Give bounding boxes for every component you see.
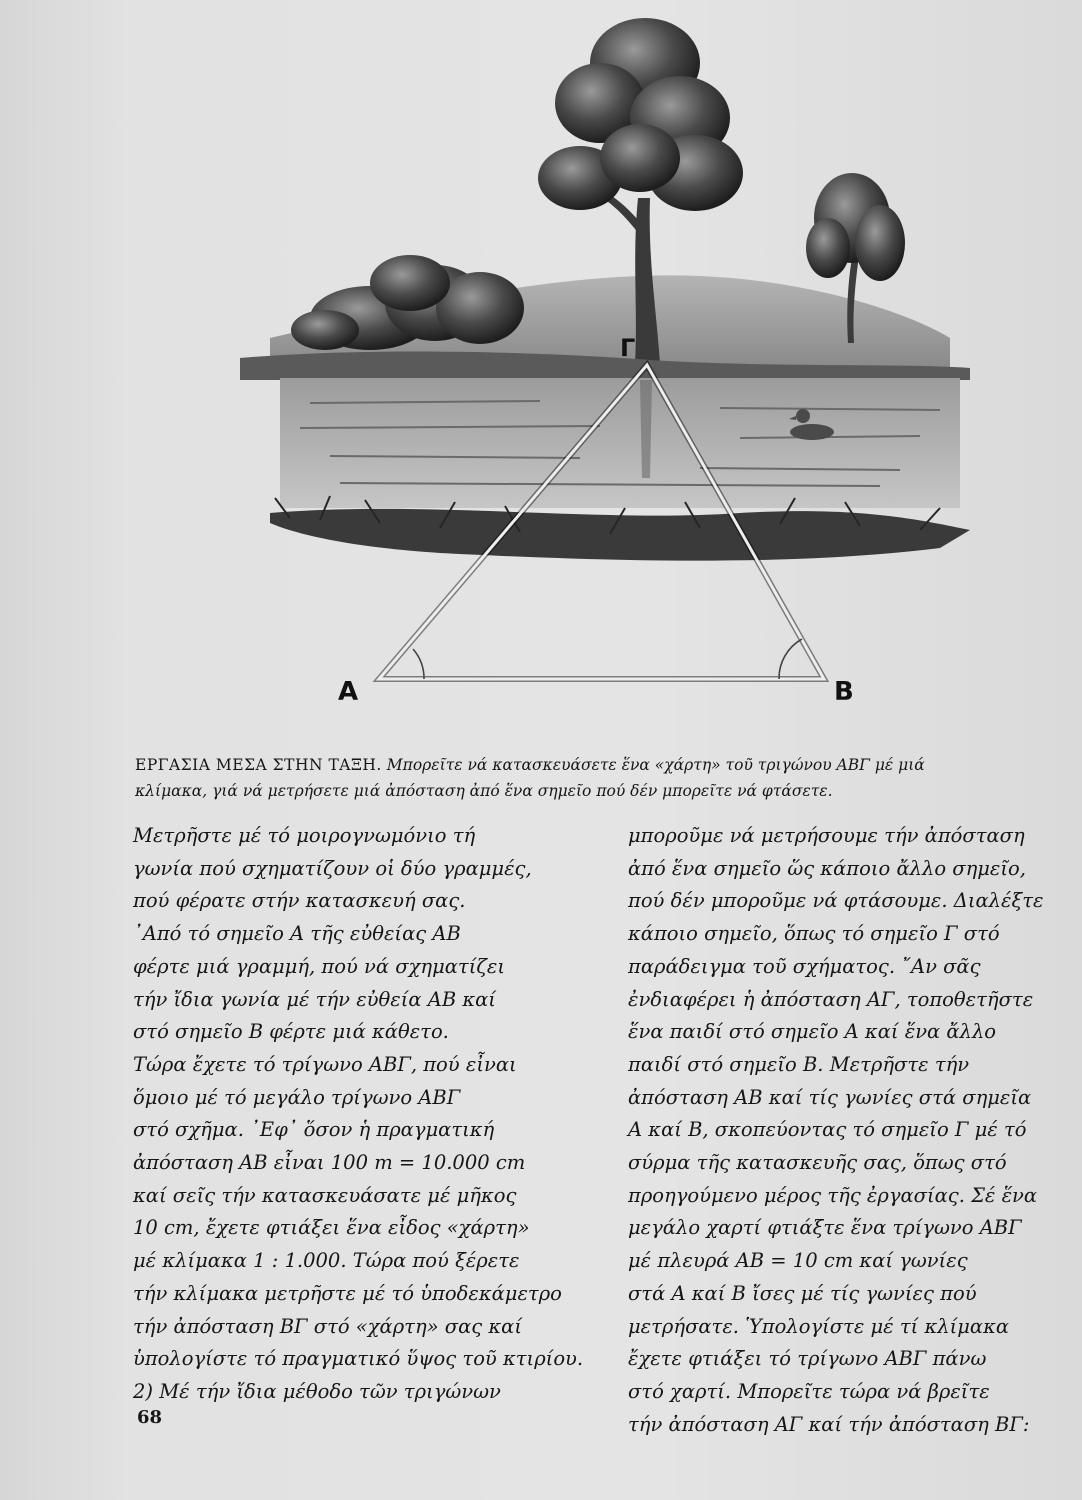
text-line: ἀπόσταση ΑΒ εἶναι 100 m = 10.000 cm xyxy=(133,1151,526,1175)
text-line: πού δέν μποροῦμε νά φτάσουμε. Διαλέξτε xyxy=(628,889,1044,913)
text-line: μέ κλίμακα 1 : 1.000. Τώρα πού ξέρετε xyxy=(133,1249,520,1273)
left-column-text xyxy=(133,820,583,1409)
vertex-label-b: Β xyxy=(834,677,854,707)
text-line: 10 cm, ἔχετε φτιάξει ἕνα εἶδος «χάρτη» xyxy=(133,1216,530,1240)
lake-landscape-illustration xyxy=(180,8,1080,728)
tree-reflection xyxy=(640,380,652,478)
text-line: ὅμοιο μέ τό μεγάλο τρίγωνο ΑΒΓ xyxy=(133,1085,461,1109)
text-line: ὑπολογίστε τό πραγματικό ὕψος τοῦ κτιρίου. xyxy=(133,1347,584,1371)
vertex-label-a: Α xyxy=(338,677,359,707)
text-line: Α καί Β, σκοπεύοντας τό σημεῖο Γ μέ τό xyxy=(628,1118,1027,1142)
caption-line-1 xyxy=(135,752,1082,778)
text-line: τήν ἀπόσταση ΑΓ καί τήν ἀπόσταση ΒΓ: xyxy=(628,1412,1030,1436)
text-line: ἐνδιαφέρει ἡ ἀπόσταση ΑΓ, τοποθετῆστε xyxy=(628,987,1034,1011)
bushes-left xyxy=(291,255,524,350)
text-line: ἕνα παιδί στό σημεῖο Α καί ἕνα ἄλλο xyxy=(628,1020,997,1044)
angle-arc-a xyxy=(413,649,424,679)
text-line: στό σημεῖο Β φέρτε μιά κάθετο. xyxy=(133,1020,449,1044)
text-line: 2) Μέ τήν ἴδια μέθοδο τῶν τριγώνων xyxy=(133,1379,501,1403)
caption-label: ΕΡΓΑΣΙΑ ΜΕΣΑ ΣΤΗΝ ΤΑΞΗ. xyxy=(135,756,382,774)
text-line: ἀπόσταση ΑΒ καί τίς γωνίες στά σημεῖα xyxy=(628,1085,1032,1109)
figure-caption xyxy=(135,752,1082,804)
caption-line-2: κλίμακα, γιά νά μετρήσετε μιά ἀπόσταση ἀπό ἕνα σημεῖο πού δέν μπορεῖτε νά φτάσετε. xyxy=(135,782,833,800)
text-line: ἀπό ἕνα σημεῖο ὥς κάποιο ἄλλο σημεῖο, xyxy=(628,856,1026,880)
vertex-label-g: Γ xyxy=(620,334,636,362)
caption-text-1: Μπορεῖτε νά κατασκευάσετε ἕνα «χάρτη» τοῦ τριγώνου ΑΒΓ μέ μιά xyxy=(386,756,925,774)
angle-arc-b xyxy=(779,639,802,679)
text-line: στά Α καί Β ἴσες μέ τίς γωνίες πού xyxy=(628,1281,977,1305)
page-number: 68 xyxy=(137,1407,163,1428)
text-line: μεγάλο χαρτί φτιάξτε ἕνα τρίγωνο ΑΒΓ xyxy=(628,1216,1022,1240)
text-line: Μετρῆστε μέ τό μοιρογνωμόνιο τή xyxy=(133,824,476,847)
text-line: μποροῦμε νά μετρήσουμε τήν ἀπόσταση xyxy=(628,824,1025,847)
text-line: στό σχῆμα. ᾿Εφ᾿ ὅσον ἡ πραγματική xyxy=(133,1118,495,1142)
text-line: μέ πλευρά ΑΒ = 10 cm καί γωνίες xyxy=(628,1249,968,1273)
text-line: γωνία πού σχηματίζουν οἱ δύο γραμμές, xyxy=(133,856,532,880)
text-line: μετρήσατε. Ὑπολογίστε μέ τί κλίμακα xyxy=(628,1314,1010,1338)
text-line: Τώρα ἔχετε τό τρίγωνο ΑΒΓ, πού εἶναι xyxy=(133,1052,517,1076)
text-line: φέρτε μιά γραμμή, πού νά σχηματίζει xyxy=(133,954,506,978)
text-line: παράδειγμα τοῦ σχήματος. ῎Αν σᾶς xyxy=(628,954,981,978)
text-line: ἔχετε φτιάξει τό τρίγωνο ΑΒΓ πάνω xyxy=(628,1347,987,1371)
text-line: παιδί στό σημεῖο Β. Μετρῆστε τήν xyxy=(628,1052,970,1076)
text-line: σύρμα τῆς κατασκευῆς σας, ὅπως στό xyxy=(628,1151,1007,1175)
text-line: πού φέρατε στήν κατασκευή σας. xyxy=(133,889,466,913)
text-line: ᾿Από τό σημεῖο Α τῆς εὐθείας ΑΒ xyxy=(133,922,461,946)
right-column-text xyxy=(628,820,1082,1441)
text-line: τήν ἴδια γωνία μέ τήν εὐθεία ΑΒ καί xyxy=(133,987,496,1011)
text-line: κάποιο σημεῖο, ὅπως τό σημεῖο Γ στό xyxy=(628,922,1000,946)
text-line: καί σεῖς τήν κατασκευάσατε μέ μῆκος xyxy=(133,1183,517,1207)
text-line: τήν ἀπόσταση ΒΓ στό «χάρτη» σας καί xyxy=(133,1314,522,1338)
text-line: στό χαρτί. Μπορεῖτε τώρα νά βρεῖτε xyxy=(628,1379,990,1403)
text-line: τήν κλίμακα μετρῆστε μέ τό ὑποδεκάμετρο xyxy=(133,1281,562,1305)
text-line: προηγούμενο μέρος τῆς ἐργασίας. Σέ ἕνα xyxy=(628,1183,1038,1207)
